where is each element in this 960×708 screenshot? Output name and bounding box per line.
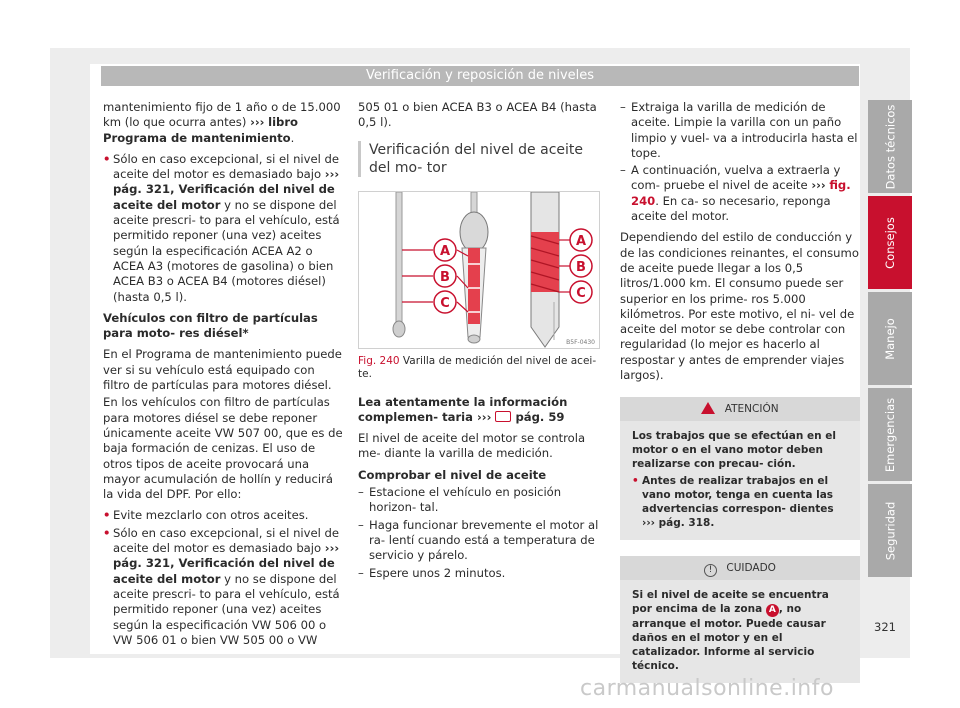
caution-box [620, 556, 860, 683]
caption-text: Varilla de medición del nivel de acei- te. [358, 354, 597, 380]
text: . [290, 130, 295, 145]
list-item [103, 526, 343, 648]
step-item: – Haga funcionar brevemente el motor al ra- lentí cuando está a temperatura de servicio y párelo. [358, 518, 604, 564]
arrow-glyph: ››› [811, 178, 826, 193]
tab-label: Datos técnicos [883, 104, 897, 189]
text: , no arranque el motor. Puede causar daños en el motor y en el catalizador. Informe al servicio técnico. [632, 603, 826, 673]
text: A continuación, vuelva a extraerla y com- pruebe el nivel de aceite [631, 163, 841, 193]
arrow-glyph: ››› [477, 409, 492, 424]
page-link[interactable]: pág. 318 [658, 517, 711, 530]
tab-seguridad[interactable] [868, 484, 912, 577]
figure-link[interactable]: fig. 240 [631, 178, 851, 208]
paragraph: Dependiendo del estilo de conducción y de las condiciones reinantes, el consumo de aceite puede llegar a los 0,5 litros/1.000 km. El consumo puede ser superior en los prime- ros 5.000 kilómetros. Por este motivo, el ni- vel de aceite del motor se debe controlar con regularidad (lo mejor es hacerlo al respostar y antes de emprender viajes largos). [620, 230, 859, 383]
paragraph: 505 01 o bien ACEA B3 o ACEA B4 (hasta 0,5 l). [358, 100, 597, 130]
step-item [620, 163, 860, 224]
chapter-tabs [868, 100, 912, 580]
marker-a: A [766, 604, 779, 617]
arrow-glyph: ››› [642, 517, 655, 530]
column-2 [358, 100, 604, 583]
figure-code: B5F-0430 [566, 338, 595, 346]
page-link[interactable]: pág. 321, Verificación del nivel de aceite del motor [113, 182, 335, 212]
step-item: – Espere unos 2 minutos. [358, 566, 604, 581]
step-item: – Extraiga la varilla de medición de aceite. Limpie la varilla con un paño limpio y vuel- va a introducirla hasta el tope. [620, 100, 860, 161]
tab-consejos[interactable] [868, 196, 912, 289]
tab-manejo[interactable] [868, 292, 912, 385]
read-info [358, 395, 604, 426]
paragraph: El nivel de aceite del motor se controla me- diante la varilla de medición. [358, 431, 586, 461]
text: Sólo en caso excepcional, si el nivel de aceite del motor es demasiado bajo [113, 525, 340, 556]
list-item: • Evite mezclarlo con otros aceites. [103, 508, 343, 523]
paragraph [103, 100, 343, 146]
label-b-right: B [576, 259, 586, 275]
caution-header [620, 556, 860, 580]
page-link[interactable]: pág. 59 [515, 409, 565, 424]
text: . [710, 517, 715, 530]
warning-bullet [632, 474, 848, 530]
text: Sólo en caso excepcional, si el nivel de aceite del motor es demasiado bajo [113, 151, 340, 182]
dipstick-illustration [359, 192, 601, 350]
arrow-glyph: ››› [324, 541, 340, 556]
sub-heading: Comprobar el nivel de aceite [358, 467, 547, 482]
warning-header [620, 397, 860, 421]
tab-label: Seguridad [883, 501, 898, 560]
watermark: carmanualsonline.info [580, 676, 834, 701]
page-header: Verificación y reposición de niveles [101, 66, 859, 86]
tab-datos-tecnicos[interactable] [868, 100, 912, 193]
list-item [103, 152, 343, 305]
text: y no se dispone del aceite prescri- to para el vehículo, está permitido reponer (una vez) aceites según la especificación VW 506 00 o VW 506 01 o bien VW 505 00 o VW [113, 571, 340, 647]
manual-link[interactable]: libro Programa de mantenimiento [103, 115, 299, 145]
caution-body [620, 580, 860, 683]
caution-title: CUIDADO [726, 562, 776, 575]
label-c-right: C [576, 285, 586, 301]
info-circle-icon: ! [704, 564, 717, 577]
sub-heading: Vehículos con filtro de partículas para moto- res diésel* [103, 310, 318, 341]
paragraph: En los vehículos con filtro de partículas para motores diésel se debe reponer únicamente aceite VW 507 00, que es de baja formación de cenizas. El uso de otros tipos de aceite provocará una mayor acumulación de hollín y reducirá la vida del DPF. Por ello: [103, 395, 343, 502]
text: Lea atentamente la información complemen- taria [358, 394, 568, 424]
tab-emergencias[interactable] [868, 388, 912, 481]
tab-label: Emergencias [883, 397, 898, 472]
column-1 [103, 100, 343, 654]
section-title: Verificación del nivel de aceite del mo- tor [358, 141, 604, 177]
figure-number: Fig. 240 [358, 354, 400, 367]
tab-label: Manejo [882, 317, 897, 360]
page-number: 321 [874, 620, 896, 634]
warning-triangle-icon [701, 402, 715, 414]
label-a-left: A [439, 243, 451, 259]
label-a-right: A [575, 233, 587, 249]
label-c-left: C [440, 295, 450, 311]
warning-body [620, 421, 860, 540]
warning-text: Los trabajos que se efectúan en el motor o en el vano motor deben realizarse con precau- ción. [632, 430, 836, 471]
figure-dipstick [358, 191, 600, 349]
arrow-glyph: ››› [250, 115, 265, 130]
step-item: – Estacione el vehículo en posición horizon- tal. [358, 485, 604, 516]
page-link[interactable]: pág. 321, Verificación del nivel de aceite del motor [113, 556, 335, 586]
warning-box [620, 397, 860, 540]
paragraph: En el Programa de mantenimiento puede ver si su vehículo está equipado con filtro de partículas para motores diésel. [103, 347, 342, 393]
text: y no se dispone del aceite prescri- to para el vehículo, está permitido reponer (una vez) aceites según la especificación ACEA A2 o ACEA A3 (motores de gasolina) o bien ACEA B3 o ACEA B4 (motores diésel) (hasta 0,5 l). [113, 197, 340, 304]
figure-caption [358, 355, 604, 381]
arrow-glyph: ››› [324, 167, 340, 182]
label-b-left: B [440, 269, 450, 285]
tab-label: Consejos [883, 216, 897, 269]
text: Si el nivel de aceite se encuentra por encima de la zona [632, 589, 829, 616]
warning-title: ATENCIÓN [724, 403, 779, 416]
text: Antes de realizar trabajos en el vano motor, tenga en cuenta las advertencias correspon- dientes [642, 475, 834, 516]
text: mantenimiento fijo de 1 año o de 15.000 km (lo que ocurra antes) [103, 100, 341, 130]
text: . En ca- so necesario, reponga aceite del motor. [631, 193, 831, 224]
column-3 [620, 100, 860, 683]
book-icon [495, 411, 511, 422]
